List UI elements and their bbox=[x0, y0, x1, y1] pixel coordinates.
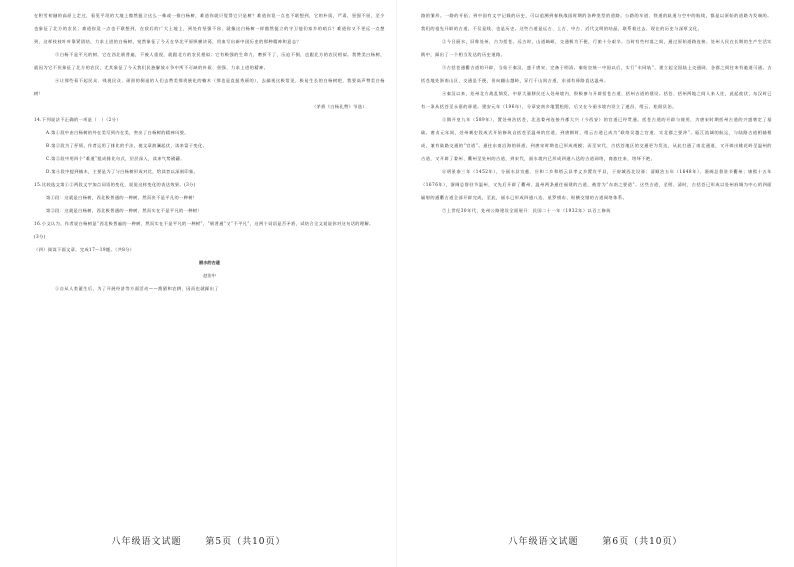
right-page bbox=[397, 0, 794, 567]
passage-source: （茅盾《白杨礼赞》节选） bbox=[311, 104, 367, 109]
footer-page-number: 第5页（共10页） bbox=[205, 537, 286, 547]
question-14-option-d: D.第④段中提到楠木，主要是为了与白杨树形成对比，给读者以深刻印象。 bbox=[46, 169, 199, 174]
article-paragraph-5: ⑤隋开皇九年（589年），置处州治括苍，北达婺州连接丹郡大兴（今西安）的官道已经贯通。括苍古道的开辟与使用，为唐宋时期括州古道的兴盛奠定了基础。唐贞元年间，处州刺史段成式开始修筑自括苍至温州的官道，到唐朝时，缙云古道已成为“联络吴越之官道，实北郡之要冲”。瓯江流域的航运，与陆路古道相辅相成，兼有陆路交通的“官道”。通往东南沿海的驿道，到唐宋时期也已形成规模；而至宋代，古括苍地区的交通更为发达，从此打通了南北通道，又开辟出桃花岭至温州的古道，又开辟了婺州、衢州至处州的古道，到宋代，丽水境内已形成四通八达的古道网络，商旅往来，络绎不绝。 bbox=[421, 117, 772, 161]
article-paragraph-4: ④秦汉以来，处州北方战乱频发，中原大量移民迁入处州境内，积极参与开辟括苍古道、括州古道的建设。括苍、括州两地之间人来人往，此起彼伏，东汉时已有一条从括苍至永嘉的驿道。建安元年（196年），分章安南乡地置松阳，后又在今丽水境内设立了遂昌、缙云、松阳县治。 bbox=[421, 91, 772, 109]
question-16-score: (3分) bbox=[34, 234, 46, 239]
right-page-footer bbox=[397, 534, 794, 547]
passage-paragraph-4: ④让那些看不起民众、贱视民众、顽固的倒退的人们去赞美那贵族化的楠木（那也是直挺秀颀的），去鄙视这极常见、极易生长的白杨树吧，我要高声赞美白杨树！ bbox=[34, 78, 385, 96]
article-paragraph-3: ③古括苍通衢古道的开辟，当始于秦汉，盛于唐宋，完备于明清。秦始皇统一中国以后，实行“车同轨”，建立起全国陆上交通网，各郡之间往来有驰道可通。古括苍地处浙南山区，交通虽不便，但向翻山越岭，穿行于山间古道，东部有驿路直达温州。 bbox=[421, 65, 772, 83]
footer-grade: 八年级语文试题 bbox=[111, 537, 182, 547]
question-15: 15.比较选文第①②两段文字加点词语的变化，说说这样变化的表达效果。(3分) bbox=[34, 182, 196, 187]
article-title: 丽水的古道 bbox=[199, 260, 220, 265]
question-16: 16.小文认为，作者说白杨树是“西北极普遍的一种树，然而实在不是平凡的一种树”，“极普通”又“不平凡”，这两个词语是否矛盾，试结合全文说说你对这句话的理解。 bbox=[34, 221, 374, 226]
question-14-option-c: C.第②段中用四个“难道”组成排比句式，层层深入，读来气势磅礴。 bbox=[46, 156, 185, 161]
question-14-option-a: A.第①段中由白杨树的外在美写到内在美，突出了白杨树的精神风貌。 bbox=[46, 130, 189, 135]
footer-grade: 八年级语文试题 bbox=[508, 537, 579, 547]
article-paragraph-2: ②今日丽水，旧称处州，古为括苍。远古时，山道崎岖，交通极为不便，行旅十分艰辛。当时有些村落之间，通过原始道路连接。处州人民在长期的生产生活实践中，踩出了一个相当发达的历史道路。 bbox=[421, 39, 772, 57]
footer-page-number: 第6页（共10页） bbox=[602, 537, 683, 547]
article-paragraph-7: ⑦上世纪30年代，处州公路建设全面展开：民国二十一年（1932年）以百工修筑 bbox=[442, 208, 611, 213]
question-15-sentence-1: 第①段：这就是白杨树，西北极普通的一种树，然而决不是平凡的一种树！ bbox=[46, 195, 198, 200]
question-15-sentence-2: 第②段：这就是白杨树，西北极普通的一种树，然而实在不是平凡的一种树！ bbox=[46, 208, 202, 213]
article-author: 赵治中 bbox=[203, 273, 216, 278]
section-heading: （四）阅读下面文章，完成17～19题。（共8分） bbox=[34, 247, 135, 252]
question-14-option-b: B.第②段为了抒情，作者运用了排比的手法，使文章波澜起伏，读来富于变化。 bbox=[46, 143, 208, 148]
left-page-footer bbox=[0, 534, 397, 547]
article-paragraph-1: ①自从人类诞生后，为了开展经济等方面活动——渔猎和农耕，因而也就踩出了 bbox=[55, 286, 220, 291]
passage-paragraph-2: 在积雪初融的高原上走过，看见平坦的大地上傲然挺立这么一株或一排白杨树，难道你就只觉得它只是树？难道你竟一点也不联想到，它的朴质，严肃，坚强不屈，至少也象征了北方的农民；难道你竟一点也不联想到，在敌后的广大土地上，到处有坚强不屈，就像这白杨树一样傲然挺立的守卫他们家乡的哨兵？难道你又不更远一点想到，这样枝枝叶叶靠紧团结，力求上进的白杨树，宛然象征了今天在华北平原纵横决荡，用血写出新中国历史的那种精神和意志？ bbox=[34, 13, 385, 44]
question-14: 14.下列说法不正确的一项是（ ）（2分） bbox=[34, 117, 121, 122]
passage-paragraph-3: ③白杨不是平凡的树。它在西北极普遍，不被人重视，就跟北方的农民相似；它有极强的生命力，磨折不了，压迫不倒，也跟北方的农民相似。我赞美白杨树，就因为它不但象征了北方的农民，尤其象征了今天我们民族解放斗争中所不可缺的朴质、坚强、力求上进的精神。 bbox=[34, 52, 385, 70]
article-paragraph-1-cont: 路的雏形。一路的开拓，到中国有文字记载的历史，可以追溯到春秋战国时期的各种类型的道路。公路的车道、铁道的轨道与空中的航线，都是以原始的道路为发端的。我们的祖先开辟的古道，不仅是线、也是历史。这些古道是远古、上古、中古、近代文明的结晶，联系着过去、现在的历史与深厚文化。 bbox=[421, 13, 772, 31]
right-column bbox=[397, 0, 794, 567]
article-paragraph-6: ⑥明景泰三年（1452年），分丽水县宣慈、应和二乡和缙云县孝义乡置宣平县，于府城西北设驿；清顺治五年（1648年），浙闽总督驻节衢州；康熙十五年（1676年），浙闽总督驻节温州，又先后开辟了衢州、温州两条通往福建的古道，被誉为“东南之要道”。这些古道，至明、清时，古括苍已形成以处州府城为中心的四面辐射的通衢古道全部开辟完成，至此，丽水已形成四通八达、星罗棋布、纵横交错的古道网络体系。 bbox=[421, 169, 772, 200]
